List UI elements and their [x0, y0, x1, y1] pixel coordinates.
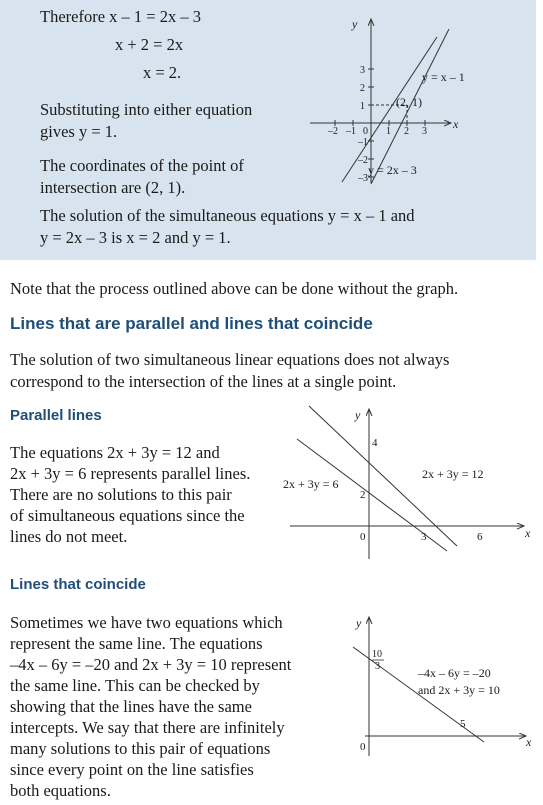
- note-text: Note that the process outlined above can be done without the graph.: [10, 279, 459, 298]
- y-tick-neg2: –2: [358, 155, 368, 166]
- equation-label-1: –4x – 6y = –20: [418, 666, 491, 680]
- x-axis-label: x: [525, 526, 531, 540]
- parallel-text-line-4: of simultaneous equations since the: [10, 506, 245, 525]
- y-tick-2: 2: [360, 83, 365, 94]
- coincide-text-line-7: many solutions to this pair of equations: [10, 739, 271, 758]
- intersection-point-label: (2, 1): [396, 95, 422, 109]
- section-intro-line-1: The solution of two simultaneous linear equations does not always: [10, 350, 450, 369]
- x-intercept-6: 6: [477, 531, 483, 543]
- x-intercept-5: 5: [460, 718, 466, 730]
- example-solution-line-1: The solution of the simultaneous equations y = x – 1 and: [40, 206, 415, 225]
- coincide-text-line-2: represent the same line. The equations: [10, 634, 263, 653]
- y-intercept-4: 4: [372, 437, 378, 449]
- coinciding-lines-graph: [340, 610, 540, 760]
- coincide-text-line-1: Sometimes we have two equations which: [10, 613, 283, 632]
- x-intercept-3: 3: [421, 531, 427, 543]
- equation-label-2: and 2x + 3y = 10: [418, 683, 500, 697]
- line-a-label: 2x + 3y = 6: [283, 477, 339, 491]
- y-axis-label: y: [356, 616, 362, 630]
- example-substitute-line-2: gives y = 1.: [40, 122, 118, 141]
- y-intercept-denominator: 3: [375, 661, 380, 672]
- coincide-text-line-3: –4x – 6y = –20 and 2x + 3y = 10 represent: [10, 655, 292, 674]
- parallel-lines-graph: [275, 404, 540, 564]
- x-tick-1: 1: [386, 126, 391, 137]
- y-tick-neg3: –3: [358, 173, 368, 184]
- parallel-title: Parallel lines: [10, 407, 102, 424]
- intersection-graph: [300, 8, 480, 188]
- example-coords-line-2: intersection are (2, 1).: [40, 178, 186, 197]
- example-coords-line-1: The coordinates of the point of: [40, 156, 244, 175]
- coincide-text-line-5: showing that the lines have the same: [10, 697, 252, 716]
- example-substitute-line-1: Substituting into either equation: [40, 100, 253, 119]
- coincide-text-line-4: the same line. This can be checked by: [10, 676, 260, 695]
- parallel-text-line-2: 2x + 3y = 6 represents parallel lines.: [10, 464, 251, 483]
- x-tick-neg1: –1: [346, 126, 356, 137]
- y-tick-1: 1: [360, 101, 365, 112]
- parallel-text-line-3: There are no solutions to this pair: [10, 485, 232, 504]
- line-y-equals-x-minus-1: [342, 37, 437, 182]
- example-step-1: Therefore x – 1 = 2x – 3: [40, 7, 201, 26]
- parallel-text-line-1: The equations 2x + 3y = 12 and: [10, 443, 220, 462]
- line-1-label: y = x – 1: [422, 70, 465, 84]
- y-axis-label: y: [355, 408, 361, 422]
- x-tick-neg2: –2: [328, 126, 338, 137]
- example-solution-line-2: y = 2x – 3 is x = 2 and y = 1.: [40, 228, 231, 247]
- parallel-text-line-5: lines do not meet.: [10, 527, 128, 546]
- line-b-label: 2x + 3y = 12: [422, 467, 484, 481]
- y-intercept-numerator: 10: [372, 649, 382, 660]
- coincide-text-line-9: both equations.: [10, 781, 111, 800]
- x-axis-label: x: [526, 735, 532, 749]
- origin-label: 0: [360, 741, 366, 753]
- example-step-3: x = 2.: [143, 63, 182, 82]
- line-2-label: y = 2x – 3: [368, 163, 417, 177]
- x-axis-label: x: [453, 117, 459, 131]
- section-title: Lines that are parallel and lines that coincide: [10, 314, 373, 333]
- section-intro-line-2: correspond to the intersection of the lines at a single point.: [10, 372, 397, 391]
- y-axis-label: y: [352, 17, 358, 31]
- origin-label: 0: [360, 531, 366, 543]
- x-tick-3: 3: [422, 126, 427, 137]
- example-step-2: x + 2 = 2x: [115, 35, 184, 54]
- x-tick-0: 0: [363, 126, 368, 137]
- coincide-text-line-6: intercepts. We say that there are infinitely: [10, 718, 285, 737]
- y-tick-neg1: –1: [358, 137, 368, 148]
- coincide-title: Lines that coincide: [10, 576, 146, 593]
- coincide-text-line-8: since every point on the line satisfies: [10, 760, 254, 779]
- y-tick-3: 3: [360, 65, 365, 76]
- y-intercept-2: 2: [360, 489, 366, 501]
- x-tick-2: 2: [404, 126, 409, 137]
